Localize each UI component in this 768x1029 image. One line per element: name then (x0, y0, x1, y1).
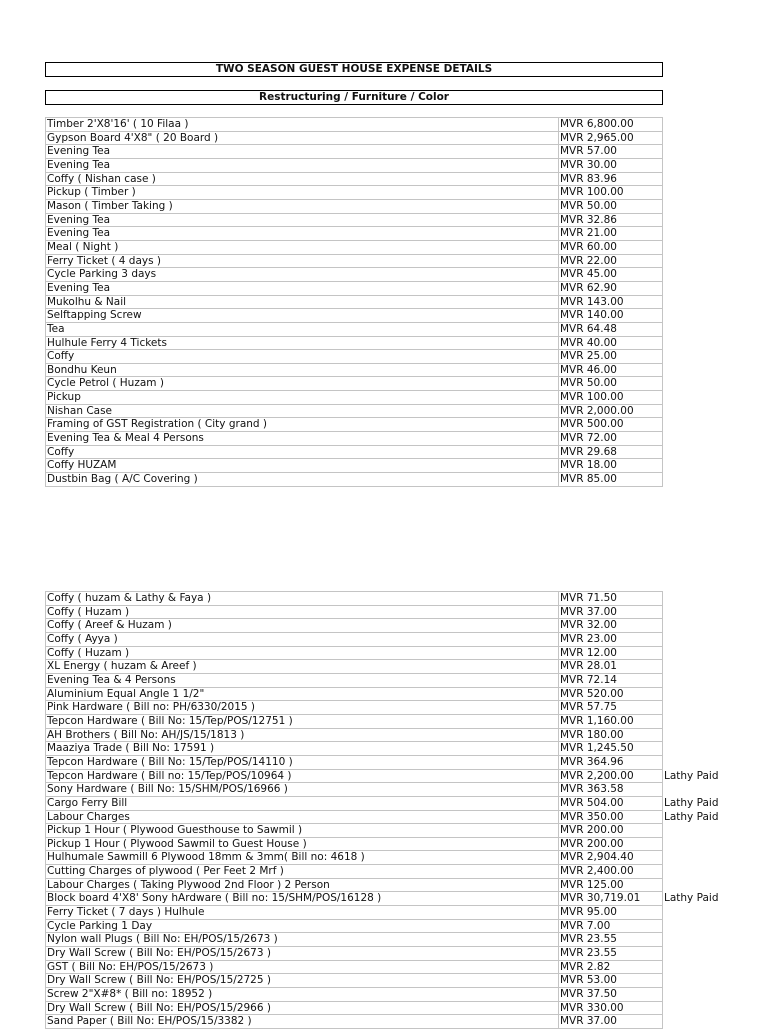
expense-amount: MVR 1,245.50 (559, 742, 663, 756)
table-row (46, 988, 729, 1002)
payment-note (663, 336, 729, 350)
table-row (46, 769, 729, 783)
payment-note (663, 227, 729, 241)
payment-note (663, 145, 729, 159)
table-row (46, 878, 729, 892)
expense-amount: MVR 504.00 (559, 796, 663, 810)
payment-note (663, 295, 729, 309)
table-row (46, 947, 729, 961)
expense-table-1 (45, 117, 729, 487)
table-row (46, 363, 729, 377)
expense-amount: MVR 32.86 (559, 213, 663, 227)
table-row (46, 254, 729, 268)
expense-amount: MVR 83.96 (559, 172, 663, 186)
expense-description: Dry Wall Screw ( Bill No: EH/POS/15/2725 ) (46, 974, 559, 988)
table-row (46, 714, 729, 728)
expense-description: Coffy (46, 350, 559, 364)
expense-description: Mason ( Timber Taking ) (46, 199, 559, 213)
table-row (46, 701, 729, 715)
expense-description: Block board 4'X8' Sony hArdware ( Bill no: 15/SHM/POS/16128 ) (46, 892, 559, 906)
table-row (46, 391, 729, 405)
expense-description: Coffy ( Huzam ) (46, 646, 559, 660)
payment-note (663, 281, 729, 295)
table-row (46, 592, 729, 606)
expense-amount: MVR 57.75 (559, 701, 663, 715)
payment-note (663, 755, 729, 769)
payment-note (663, 322, 729, 336)
expense-description: Tea (46, 322, 559, 336)
table-row (46, 172, 729, 186)
table-row (46, 445, 729, 459)
expense-description: Aluminium Equal Angle 1 1/2" (46, 687, 559, 701)
expense-description: Gypson Board 4'X8" ( 20 Board ) (46, 131, 559, 145)
expense-amount: MVR 330.00 (559, 1001, 663, 1015)
payment-note (663, 960, 729, 974)
expense-amount: MVR 85.00 (559, 473, 663, 487)
expense-amount: MVR 40.00 (559, 336, 663, 350)
expense-amount: MVR 520.00 (559, 687, 663, 701)
expense-description: Cargo Ferry Bill (46, 796, 559, 810)
payment-note (663, 988, 729, 1002)
payment-note (663, 131, 729, 145)
table-row (46, 186, 729, 200)
table-row (46, 350, 729, 364)
payment-note (663, 837, 729, 851)
table-row (46, 268, 729, 282)
expense-amount: MVR 140.00 (559, 309, 663, 323)
table-row (46, 605, 729, 619)
expense-amount: MVR 100.00 (559, 391, 663, 405)
table-row (46, 418, 729, 432)
expense-description: Pickup (46, 391, 559, 405)
payment-note (663, 432, 729, 446)
sheet-title: TWO SEASON GUEST HOUSE EXPENSE DETAILS (45, 62, 663, 77)
table-row (46, 851, 729, 865)
expense-description: Sand Paper ( Bill No: EH/POS/15/3382 ) (46, 1015, 559, 1029)
table-row (46, 213, 729, 227)
table-row (46, 295, 729, 309)
expense-description: Cutting Charges of plywood ( Per Feet 2 Mrf ) (46, 865, 559, 879)
payment-note (663, 906, 729, 920)
payment-note (663, 728, 729, 742)
expense-description: Tepcon Hardware ( Bill No: 15/Tep/POS/12751 ) (46, 714, 559, 728)
expense-description: Coffy (46, 445, 559, 459)
payment-note (663, 632, 729, 646)
payment-note (663, 473, 729, 487)
expense-amount: MVR 22.00 (559, 254, 663, 268)
table-row (46, 145, 729, 159)
payment-note (663, 158, 729, 172)
expense-description: Evening Tea (46, 158, 559, 172)
expense-description: Framing of GST Registration ( City grand ) (46, 418, 559, 432)
expense-description: Evening Tea (46, 227, 559, 241)
table-row (46, 336, 729, 350)
expense-description: Nylon wall Plugs ( Bill No: EH/POS/15/2673 ) (46, 933, 559, 947)
expense-amount: MVR 46.00 (559, 363, 663, 377)
expense-amount: MVR 2,000.00 (559, 404, 663, 418)
payment-note (663, 377, 729, 391)
table-row (46, 322, 729, 336)
table-row (46, 473, 729, 487)
payment-note (663, 687, 729, 701)
table-row (46, 131, 729, 145)
payment-note (663, 865, 729, 879)
expense-amount: MVR 23.00 (559, 632, 663, 646)
table-row (46, 906, 729, 920)
payment-note (663, 172, 729, 186)
payment-note (663, 783, 729, 797)
payment-note (663, 824, 729, 838)
expense-description: Maaziya Trade ( Bill No: 17591 ) (46, 742, 559, 756)
expense-amount: MVR 2,904.40 (559, 851, 663, 865)
table-row (46, 1015, 729, 1029)
expense-description: Evening Tea (46, 281, 559, 295)
expense-description: GST ( Bill No: EH/POS/15/2673 ) (46, 960, 559, 974)
payment-note: Lathy Paid (664, 810, 719, 823)
expense-description: Coffy ( Areef & Huzam ) (46, 619, 559, 633)
expense-amount: MVR 57.00 (559, 145, 663, 159)
payment-note (663, 592, 729, 606)
expense-description: Evening Tea & 4 Persons (46, 673, 559, 687)
table-row (46, 240, 729, 254)
table-row (46, 919, 729, 933)
payment-note (663, 851, 729, 865)
expense-amount: MVR 100.00 (559, 186, 663, 200)
expense-description: Ferry Ticket ( 4 days ) (46, 254, 559, 268)
expense-description: Cycle Petrol ( Huzam ) (46, 377, 559, 391)
table-row (46, 619, 729, 633)
payment-note (663, 309, 729, 323)
expense-description: Tepcon Hardware ( Bill no: 15/Tep/POS/10964 ) (46, 769, 559, 783)
expense-description: Screw 2"X#8* ( Bill no: 18952 ) (46, 988, 559, 1002)
table-row (46, 660, 729, 674)
expense-description: Cycle Parking 1 Day (46, 919, 559, 933)
table-row (46, 227, 729, 241)
expense-amount: MVR 200.00 (559, 824, 663, 838)
expense-description: Hulhule Ferry 4 Tickets (46, 336, 559, 350)
table-row (46, 673, 729, 687)
expense-amount: MVR 125.00 (559, 878, 663, 892)
payment-note (663, 254, 729, 268)
expense-amount: MVR 180.00 (559, 728, 663, 742)
table-row (46, 796, 729, 810)
table-row (46, 960, 729, 974)
expense-amount: MVR 200.00 (559, 837, 663, 851)
expense-amount: MVR 2.82 (559, 960, 663, 974)
payment-note (663, 418, 729, 432)
payment-note (663, 701, 729, 715)
payment-note (663, 118, 729, 132)
expense-amount: MVR 50.00 (559, 199, 663, 213)
payment-note (663, 268, 729, 282)
expense-description: Bondhu Keun (46, 363, 559, 377)
expense-description: Timber 2'X8'16' ( 10 Filaa ) (46, 118, 559, 132)
expense-description: Pickup ( Timber ) (46, 186, 559, 200)
payment-note (663, 445, 729, 459)
payment-note (663, 1015, 729, 1029)
table-row (46, 837, 729, 851)
payment-note (663, 391, 729, 405)
table-row (46, 742, 729, 756)
table-row (46, 404, 729, 418)
table-row (46, 646, 729, 660)
expense-description: Mukolhu & Nail (46, 295, 559, 309)
expense-description: XL Energy ( huzam & Areef ) (46, 660, 559, 674)
payment-note (663, 240, 729, 254)
expense-amount: MVR 62.90 (559, 281, 663, 295)
expense-amount: MVR 71.50 (559, 592, 663, 606)
expense-description: Coffy ( Ayya ) (46, 632, 559, 646)
expense-description: Sony Hardware ( Bill No: 15/SHM/POS/16966 ) (46, 783, 559, 797)
expense-amount: MVR 350.00 (559, 810, 663, 824)
payment-note (663, 213, 729, 227)
expense-amount: MVR 1,160.00 (559, 714, 663, 728)
expense-amount: MVR 29.68 (559, 445, 663, 459)
table-row (46, 309, 729, 323)
table-row (46, 1001, 729, 1015)
table-row (46, 432, 729, 446)
expense-amount: MVR 30.00 (559, 158, 663, 172)
expense-description: Coffy ( Nishan case ) (46, 172, 559, 186)
payment-note (663, 1001, 729, 1015)
expense-amount: MVR 23.55 (559, 933, 663, 947)
expense-amount: MVR 30,719.01 (559, 892, 663, 906)
expense-amount: MVR 6,800.00 (559, 118, 663, 132)
expense-description: Labour Charges ( Taking Plywood 2nd Floor ) 2 Person (46, 878, 559, 892)
table-row (46, 199, 729, 213)
expense-description: Tepcon Hardware ( Bill No: 15/Tep/POS/14110 ) (46, 755, 559, 769)
expense-amount: MVR 37.00 (559, 1015, 663, 1029)
table-row (46, 281, 729, 295)
expense-amount: MVR 28.01 (559, 660, 663, 674)
payment-note: Lathy Paid (664, 796, 719, 809)
expense-amount: MVR 143.00 (559, 295, 663, 309)
payment-note (663, 363, 729, 377)
expense-description: Labour Charges (46, 810, 559, 824)
payment-note (663, 878, 729, 892)
table-row (46, 377, 729, 391)
expense-description: Dry Wall Screw ( Bill No: EH/POS/15/2966 ) (46, 1001, 559, 1015)
expense-description: AH Brothers ( Bill No: AH/JS/15/1813 ) (46, 728, 559, 742)
payment-note: Lathy Paid (664, 892, 719, 905)
payment-note (663, 660, 729, 674)
expense-amount: MVR 64.48 (559, 322, 663, 336)
table-row (46, 810, 729, 824)
expense-amount: MVR 363.58 (559, 783, 663, 797)
payment-note: Lathy Paid (664, 769, 719, 782)
expense-amount: MVR 7.00 (559, 919, 663, 933)
expense-amount: MVR 72.00 (559, 432, 663, 446)
section-subtitle: Restructuring / Furniture / Color (45, 90, 663, 105)
expense-amount: MVR 18.00 (559, 459, 663, 473)
expense-amount: MVR 21.00 (559, 227, 663, 241)
expense-description: Hulhumale Sawmill 6 Plywood 18mm & 3mm( Bill no: 4618 ) (46, 851, 559, 865)
expense-amount: MVR 37.00 (559, 605, 663, 619)
expense-amount: MVR 2,965.00 (559, 131, 663, 145)
expense-description: Evening Tea (46, 213, 559, 227)
table-row (46, 892, 729, 906)
expense-description: Dry Wall Screw ( Bill No: EH/POS/15/2673 ) (46, 947, 559, 961)
expense-description: Coffy ( Huzam ) (46, 605, 559, 619)
table-row (46, 118, 729, 132)
table-row (46, 783, 729, 797)
payment-note (663, 646, 729, 660)
expense-description: Pink Hardware ( Bill no: PH/6330/2015 ) (46, 701, 559, 715)
payment-note (663, 933, 729, 947)
payment-note (663, 350, 729, 364)
payment-note (663, 605, 729, 619)
expense-description: Evening Tea & Meal 4 Persons (46, 432, 559, 446)
table-row (46, 824, 729, 838)
expense-amount: MVR 60.00 (559, 240, 663, 254)
payment-note (663, 619, 729, 633)
expense-amount: MVR 2,200.00 (559, 769, 663, 783)
expense-amount: MVR 45.00 (559, 268, 663, 282)
expense-description: Dustbin Bag ( A/C Covering ) (46, 473, 559, 487)
payment-note (663, 459, 729, 473)
expense-description: Coffy HUZAM (46, 459, 559, 473)
payment-note (663, 673, 729, 687)
expense-description: Pickup 1 Hour ( Plywood Sawmil to Guest House ) (46, 837, 559, 851)
expense-amount: MVR 37.50 (559, 988, 663, 1002)
table-row (46, 933, 729, 947)
payment-note (663, 919, 729, 933)
expense-amount: MVR 25.00 (559, 350, 663, 364)
table-row (46, 158, 729, 172)
table-row (46, 728, 729, 742)
payment-note (663, 742, 729, 756)
expense-amount: MVR 23.55 (559, 947, 663, 961)
expense-amount: MVR 2,400.00 (559, 865, 663, 879)
table-row (46, 755, 729, 769)
expense-description: Nishan Case (46, 404, 559, 418)
expense-description: Pickup 1 Hour ( Plywood Guesthouse to Sawmil ) (46, 824, 559, 838)
expense-description: Coffy ( huzam & Lathy & Faya ) (46, 592, 559, 606)
expense-description: Evening Tea (46, 145, 559, 159)
payment-note (663, 974, 729, 988)
table-row (46, 632, 729, 646)
payment-note (663, 199, 729, 213)
expense-amount: MVR 72.14 (559, 673, 663, 687)
table-row (46, 459, 729, 473)
table-row (46, 865, 729, 879)
expense-description: Cycle Parking 3 days (46, 268, 559, 282)
expense-amount: MVR 95.00 (559, 906, 663, 920)
expense-description: Ferry Ticket ( 7 days ) Hulhule (46, 906, 559, 920)
expense-description: Selftapping Screw (46, 309, 559, 323)
expense-amount: MVR 364.96 (559, 755, 663, 769)
expense-description: Meal ( Night ) (46, 240, 559, 254)
table-row (46, 974, 729, 988)
expense-table-2 (45, 591, 729, 1029)
expense-amount: MVR 12.00 (559, 646, 663, 660)
payment-note (663, 404, 729, 418)
expense-amount: MVR 500.00 (559, 418, 663, 432)
expense-amount: MVR 50.00 (559, 377, 663, 391)
table-row (46, 687, 729, 701)
payment-note (663, 947, 729, 961)
payment-note (663, 714, 729, 728)
payment-note (663, 186, 729, 200)
expense-amount: MVR 53.00 (559, 974, 663, 988)
expense-amount: MVR 32.00 (559, 619, 663, 633)
